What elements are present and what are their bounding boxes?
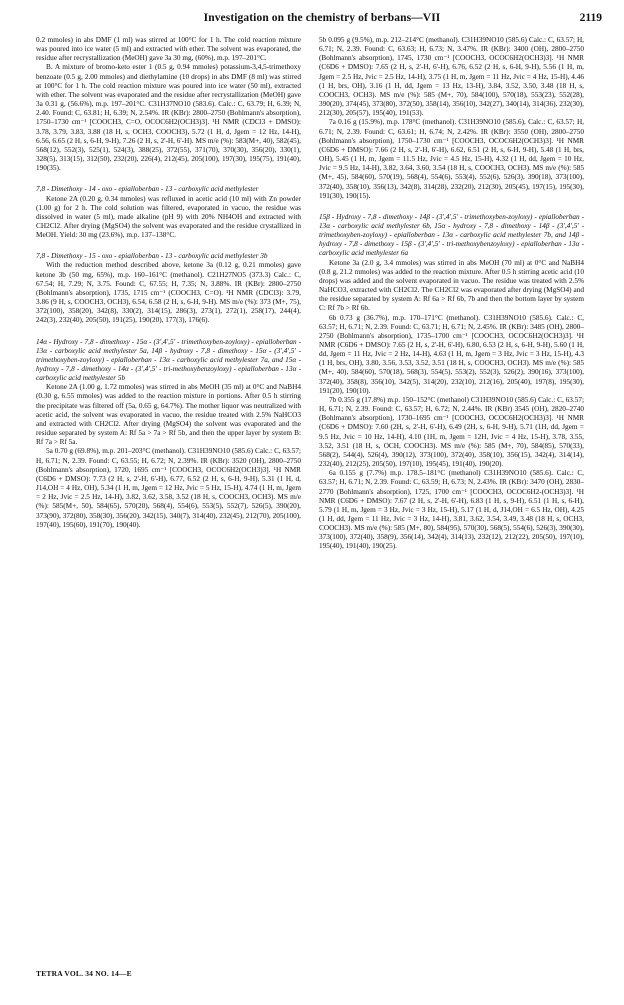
paragraph: Ketone 2A (1.00 g, 1.72 mmoles) was stirred in abs MeOH (35 ml) at 0°C and NaBH4 (0.30 g, 6.55 mmoles) was added to the reaction mixture in portions. After 0.5 h stirring the precipitate was filtered off (5a, 0.65 g, 64.7%). The mother liquor was neutralized with acetic acid, the solvent was evaporated in vacuo, the residue treated with 2.5% NaHCO3 and extracted with CH2Cl2. After drying (MgSO4) the solvent was evaporated and the residue separated by system A: Rf 5a > 7a > Rf 5b, and then the upper layer by system B: Rf 7a > Rf 5a. [36, 383, 301, 447]
paragraph: 5a 0.70 g (69.8%), m.p. 201–203°C (methanol). C31H39NO10 (585.6) Calc.: C, 63.57; H, 6.71; N, 2.39. Found: C, 63.55; H, 6.72; N, 2.39%. IR (KBr): 3520 (OH), 2800–2750 (Bohlmann's absorption), 1720, 1695 cm⁻¹ [COOCH3, OCOC6H2(OCH3)3]. ¹H NMR (C6D6 + DMSO): 7.73 (2 H, s, 2'-H, 6'-H), 6.77, 6.52 (2 H, s, 6-H, 9-H), 5.31 (1 H, d, J14,OH = 4 Hz, OH), 5.34 (1 H, m, Jgem = 12 Hz, Jvic = 5 Hz, 15-H), 4.74 (1 H, m, Jgem = 2 Hz, Jvic = 2.5 Hz, 14-H), 3.82, 3.62, 3.58, 3.52 (18 H, s, COOCH3, OCH3). MS m/e (%): 585(M+, 50), 584(65), 570(20), 568(4), 554(6), 553(5), 552(7), 526(5), 390(20), 373(90), 372(80), 358(30), 356(20), 342(15), 340(7), 314(40), 232(45), 212(70), 205(100), 197(40), 195(60), 191(70), 190(40). [36, 447, 301, 529]
paragraph: Ketone 2A (0.20 g, 0.34 mmoles) was refluxed in acetic acid (10 ml) with Zn powder (1.00 g) for 2 h. The cold solution was filtered, evaporated in vacuo, the residue was dissolved in water (5 ml), made alkaline (pH 9) with 20% NH4OH and extracted with CH2Cl2. After drying (MgSO4) the solvent was evaporated and the residue crystallized in MeOH. Yield: 30 mg (23.6%), m.p. 137–138°C. [36, 194, 301, 240]
compound-heading: 14α - Hydroxy - 7,8 - dimethoxy - 15α - (3',4',5' - trimethoxyben-zoyloxy) - epialloberban - 13α - carboxylic acid methylester 5a, 14β - hydroxy - 7,8 - dimethoxy - 15α - (3',4',5' - trimethoxyben-zoyloxy) - epialloberban - 13α - carboxylic acid methylester 7a, and 15α - hydroxy - 7,8 - dimethoxy - 14α - (3',4',5' - tri-methoxybenzoyloxy) - epialloberban - 13α - carboxylic acid methylester 5b [36, 337, 301, 383]
paragraph: 7a 0.16 g (15.9%), m.p. 178°C (methanol). C31H39NO10 (585.6), Calc.: C, 63.57; H, 6.71; N, 2.39. Found: C, 63.61; H, 6.74; N, 2.42%. IR (KBr): 3550 (OH), 2800–2750 (Bohlmann's absorption), 1750–1730 cm⁻¹ [COOCH3, OCOC6H2(OCH3)3]. ¹H NMR (C6D6 + DMSO): 7.66 (2 H, s, 2'-H, 6'-H), 6.62, 6.51 (2 H, s, 6-H, 9-H), 5.48 (1 H, brs, OH), 5.45 (1 H, m, Jgem = 11.5 Hz, Jvic = 4.5 Hz, 15-H), 4.32 (1 H, dd, Jgem = 10 Hz, Jvic = 9.5 Hz, 14-H), 3.82, 3.64, 3.60, 3.54 (18 H, s, COOCH3, OCH3). MS m/e (%): 585 (M+, 45), 584(60), 570(19), 568(4), 554(6), 553(4), 552(6), 526(3), 390(18), 373(100), 372(40), 358(10), 356(13), 342(8), 314(28), 232(20), 212(30), 205(45), 197(15), 195(30), 191(30), 190(15). [319, 118, 584, 200]
compound-heading: 7,8 - Dimethoxy - 15 - oxo - epialloberban - 13 - carboxylic acid methylester 3b [36, 252, 268, 261]
paragraph: 0.2 mmoles) in abs DMF (1 ml) was stirred at 100°C for 1 h. The cold reaction mixture was poured into ice water (5 ml) and extracted with ether. The solvent was evaporated, the residue after recrystallization (MeOH) gave 3a 30 mg, (60%), m.p. 197–201°C. [36, 36, 301, 63]
paragraph: 5b 0.095 g (9.5%), m.p. 212–214°C (methanol). C31H39NO10 (585.6) Calc.: C, 63.57; H, 6.71; N, 2.39. Found: C, 63.63; H, 6.73; N, 3.47%. IR (KBr): 3400 (OH), 2800–2750 (Bohlmann's absorption), 1745, 1730 cm⁻¹ [COOCH3, OCOC6H2(OCH3)3]. ¹H NMR (C6D6 + DMSO): 7.65 (2 H, s, 2'-H, 6'-H), 6.76, 6.52 (2 H, s, 6-H, 9-H), 5.56 (1 H, m, Jgem = 2.5 Hz, Jvic = 2.5 Hz, 14-H), 3.75 (1 H, m, Jgem = 11 Hz, Jvic = 4 Hz, 15-H), 4.46 (1 H, brs, OH), 3.16 (1 H, dd, Jgem = 13 Hz, 13-H), 3.84, 3.52, 3.50, 3.48 (18 H, s, COOCH3, OCH3). MS m/e (%): 585 (M+, 70), 584(100), 570(18), 553(23), 552(28), 390(20), 374(45), 373(80), 372(50), 358(14), 356(10), 342(27), 340(14), 314(36), 232(30), 212(30), 205(57), 195(40), 191(53). [319, 36, 584, 118]
paragraph: B. A mixture of bromo-keto ester 1 (0.5 g, 0.94 mmoles) potassium-3,4,5-trimethoxy benzoate (0.5 g, 2.00 mmoles) and diethylamine (10 drops) in abs DMF (8 ml) was stirred at 100°C for 1 h. The cold reaction mixture was poured into ice water (50 ml), extracted with ether. The solvent was evaporated and the residue after recrystallization (MeOH) gave 3a 0.31 g, (56.6%), m.p. 197–201°C. C31H37NO10 (583.6). Calc.: C, 63.79; H, 6.39; N, 2.40. Found: C, 63.81; H, 6.39; N, 2.54%. IR (KBr): 2800–2750 (Bohlmann's absorption), 1750–1730 cm⁻¹ [COOCH3, C=O, OCOC6H2(OCH3)3]. ¹H NMR (CDCl3 + DMSO): 3.78, 3.79, 3.83, 3.88 (18 H, s, OCH3, COOCH3), 5.72 (1 H, d, Jgem = 12 Hz, 14-H), 6.56, 6.65 (2 H, s, 6-H, 9-H), 7.26 (2 H, s, 2'-H, 6'-H). MS m/e (%): 583(M+, 40), 582(45), 568(12), 552(3), 525(1), 524(3), 388(25), 372(55), 371(70), 370(30), 356(20), 330(1), 328(5), 313(15), 312(50), 232(20), 226(4), 212(45), 205(100), 197(30), 195(75), 191(40), 190(35). [36, 63, 301, 173]
left-column [36, 36, 301, 530]
running-header [40, 12, 604, 30]
running-title: Investigation on the chemistry of berbans—VII [203, 12, 441, 24]
journal-footer: TETRA VOL. 34 NO. 14—E [36, 969, 132, 978]
page-number: 2119 [579, 12, 602, 24]
compound-heading: 7,8 - Dimethoxy - 14 - oxo - epialloberban - 13 - carboxylic acid methylester [36, 185, 259, 194]
paragraph: 6a 0.155 g (7.7%) m.p. 178.5–181°C (methanol) C31H39NO10 (585.6). Calc.: C, 63.57; H, 6.71; N, 2.39. Found: C, 63.59; H, 6.73; N, 2.43%. IR (KBr): 3470 (OH), 2830–2770 (Bohlmann's absorption), 1725, 1700 cm⁻¹ [COOCH3, OCOC6H2-(OCH3)3]. ¹H NMR (C6D6 + DMSO): 7.67 (2 H, s, 2'-H, 6'-H), 6.83 (1 H, s, 9-H), 6.51 (1 H, s, 6-H), 5.79 (1 H, m, Jgem = 3 Hz, Jvic = 3 Hz, 15-H), 5.17 (1 H, d, J14,OH = 6.5 Hz, OH), 4.25 (1 H, dd, Jgem = 11 Hz, Jvic = 3 Hz, 14-H), 3.81, 3.62, 3.54, 3.49, 3.48 (18 H, s, OCH3, COOCH3). MS m/e (%): 585 (M+, 80), 584(95), 570(30), 568(5), 554(6), 526(3), 390(30), 373(100), 372(40), 358(9), 356(14), 342(4), 314(13), 232(12), 212(22), 205(50), 197(10), 195(40), 191(40), 190(25). [319, 469, 584, 551]
paragraph: 7b 0.355 g (17.8%) m.p. 150–152°C (methanol) C31H39NO10 (585.6) Calc.: C, 63.57; H, 6.71; N, 2.39. Found: C, 63.57; H, 6.72; N, 2.44%. IR (KBr) 3545 (OH), 2820–2740 (Bohlmann's absorption), 1730–1695 cm⁻¹ [COOCH3, OCOC6H2(OCH3)3]. ¹H NMR (C6D6 + DMSO): 7.60 (2H, s, 2'-H, 6'-H), 6.49 (2H, s, 6-H, 9-H), 5.71 (1H, dd, Jgem = 9.5 Hz, Jvic = 10 Hz, 14-H), 4.10 (1H, m, Jgem = 12H, Jvic = 4 Hz, 15-H), 3.78, 3.55, 3.52, 3.51 (18 H, s, OCH, COOCH3). MS m/e (%): 585 (M+, 70), 584(85), 570(33), 568(2), 544(4), 526(4), 390(12), 373(100), 372(40), 358(10), 356(15), 342(4), 314(14), 232(40), 212(25), 205(50), 197(10), 195(45), 191(40), 190(20). [319, 395, 584, 469]
right-column [319, 36, 584, 552]
paragraph: Ketone 3a (2.0 g, 3.4 mmoles) was stirred in abs MeOH (70 ml) at 0°C and NaBH4 (0.8 g, 21.2 mmoles) was added to the reaction mixture. After 0.5 h stirring acetic acid (10 drops) was added and the solvent evaporated in vacuo. The residue was treated with 2.5% NaHCO3, extracted with CH2Cl2. The CH2Cl2 was evaporated after drying (MgSO4) and the residue separated by system A: Rf 6a > Rf 6b, 7b and then the bottom layer by system C: Rf 7b > Rf 6b. [319, 258, 584, 313]
compound-heading: 15β - Hydroxy - 7,8 - dimethoxy - 14β - (3',4',5' - trimethoxyben-zoyloxy) - epialloberban - 13α - carboxylic acid methylester 6b, 15α - hydroxy - 7,8 - dimethoxy - 14β - (3',4',5' - trimethoxyben-zoyloxy) - epialloberban - 13α - carboxylic acid methylester 7b, and 14β - hydroxy - 7,8 - dimethoxy - 15β - (3',4',5' - tri-methoxybenzoyloxy) - epialloberban - 13α - carboxylic acid methylester 6a [319, 212, 584, 258]
paragraph: 6b 0.73 g (36.7%), m.p. 170–171°C (methanol). C31H39NO10 (585.6). Calc.: C, 63.57; H, 6.71; N, 2.39. Found: C, 63.71; H, 6.71; N, 2.45%. IR (KBr): 3485 (OH), 2800–2750 (Bohlmann's absorption), 1735–1700 cm⁻¹ [COOCH3, OCOC6H2(OCH3)3]. ¹H NMR (C6D6 + DMSO): 7.65 (2 H, s, 2'-H, 6'-H), 6.80, 6.53 (2 H, s, 6-H, 9-H), 5.60 (1 H, dd, Jgem = 11 Hz, Jvic = 2 Hz, 14-H), 4.63 (1 H, m, Jgem = 3 Hz, Jvic = 3 Hz, 15-H), 4.3 (1 H, brs, OH), 3.80, 3.56, 3.53, 3.52, 3.51 (18 H, s, COOCH3, OCH3). MS m/e (%): 585 (M+, 40), 584(60), 570(18), 568(3), 554(5), 553(2), 552(3), 526(2), 390(16), 373(100), 372(40), 358(8), 356(10), 342(5), 314(20), 232(10), 212(16), 205(40), 197(8), 195(30), 191(20), 190(10). [319, 313, 584, 395]
paragraph: With the reduction method described above, ketone 3a (0.12 g, 0.21 mmoles) gave ketone 3b (50 mg, 65%), m.p. 160–161°C (methanol). C21H27NO5 (373.3) Calc.: C, 67.54; H, 7.29; N, 3.75. Found: C, 67.55; H, 7.35; N, 3.88%. IR (KBr): 2800–2750 (Bohlmann's absorption), 1735, 1715 cm⁻¹ (COOCH3, C=O). ¹H NMR (CDCl3): 3.79, 3.86 (9 H, s, COOCH3, OCH3), 6.54, 6.58 (2 H, s, 6-H, 9-H). MS m/e (%): 373 (M+, 75), 372(100), 358(20), 342(8), 330(2), 314(15), 286(3), 273(1), 272(1), 258(17), 244(4), 242(3), 232(40), 205(50), 191(25), 190(20), 177(3), 176(6). [36, 261, 301, 325]
